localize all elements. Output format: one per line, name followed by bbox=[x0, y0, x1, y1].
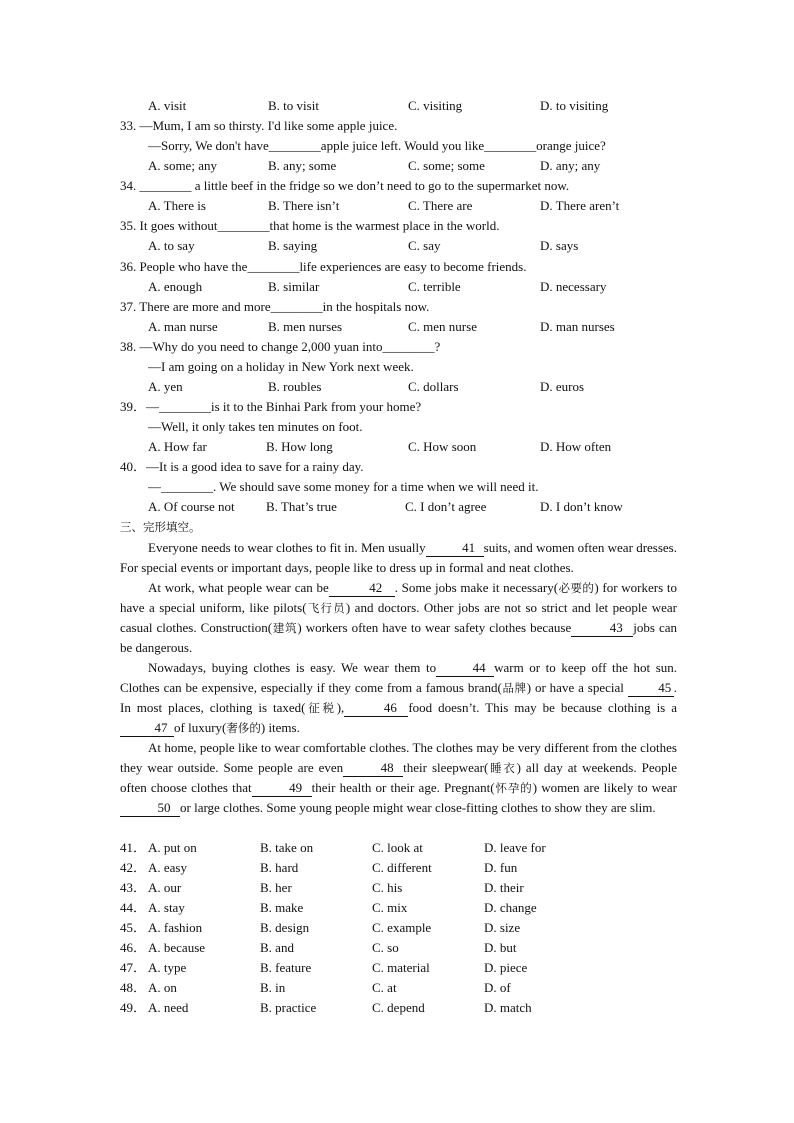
section-title bbox=[0, 517, 794, 537]
option-c: C. How soon bbox=[408, 439, 477, 454]
passage-text: ) all day at weekends. People often choose clothes that bbox=[120, 760, 677, 795]
option-c: C. terrible bbox=[408, 279, 461, 294]
option-d: D. change bbox=[484, 900, 537, 915]
passage-text: ) or have a special bbox=[526, 680, 628, 695]
option-a: A. put on bbox=[148, 840, 197, 855]
option-d: D. There aren’t bbox=[540, 198, 620, 213]
option-a: A. There is bbox=[148, 198, 206, 213]
gloss: 必要的 bbox=[558, 581, 595, 595]
option-a: A. need bbox=[148, 1000, 189, 1015]
option-a: A. easy bbox=[148, 860, 187, 875]
question-text: 34. ________ a little beef in the fridge so we don’t need to go to the supermarket now. bbox=[120, 178, 570, 193]
option-a: A. stay bbox=[148, 900, 185, 915]
cloze-option-row bbox=[0, 918, 794, 938]
option-d: D. How often bbox=[540, 439, 612, 454]
passage-text: ) items. bbox=[260, 720, 300, 735]
passage-text: or large clothes. Some young people might wear close-fitting clothes to show they are slim. bbox=[180, 800, 656, 815]
question-text: —I am going on a holiday in New York next week. bbox=[148, 359, 414, 374]
item-number: 43． bbox=[120, 880, 147, 895]
item-number: 44． bbox=[120, 900, 147, 915]
option-b: B. How long bbox=[266, 439, 333, 454]
option-a: A. enough bbox=[148, 279, 203, 294]
passage-text: . Some jobs make it necessary( bbox=[394, 580, 559, 595]
option-a: A. type bbox=[148, 960, 187, 975]
option-b: B. take on bbox=[260, 840, 314, 855]
option-d: D. of bbox=[484, 980, 511, 995]
passage-text: ) workers often have to wear safety clothes because bbox=[297, 620, 572, 635]
gloss: 品牌 bbox=[501, 681, 527, 695]
blank-42: 42 bbox=[329, 580, 395, 597]
question-options bbox=[0, 277, 794, 297]
option-c: C. so bbox=[372, 940, 399, 955]
gloss: 怀孕的 bbox=[494, 781, 533, 795]
question-stem bbox=[0, 116, 794, 136]
option-a: A. man nurse bbox=[148, 319, 218, 334]
question-options bbox=[0, 236, 794, 256]
passage-text: At work, what people wear can be bbox=[148, 580, 329, 595]
passage-text: ) and doctors. Other jobs are not so strict and let people wear casual clothes. Construction( bbox=[120, 600, 677, 635]
cloze-option-row bbox=[0, 998, 794, 1018]
cloze-option-row bbox=[0, 878, 794, 898]
question-stem bbox=[0, 417, 794, 437]
option-b: B. practice bbox=[260, 1000, 317, 1015]
option-d: D. but bbox=[484, 940, 517, 955]
option-c: C. There are bbox=[408, 198, 473, 213]
option-c: C. say bbox=[408, 238, 441, 253]
passage-text: ) for workers to have a special uniform, like pilots( bbox=[120, 580, 677, 615]
option-b: B. and bbox=[260, 940, 294, 955]
question-text: —________. We should save some money for a time when we will need it. bbox=[148, 479, 539, 494]
question-text: 38. —Why do you need to change 2,000 yuan into________? bbox=[120, 339, 441, 354]
question-stem bbox=[0, 297, 794, 317]
gloss: 睡衣 bbox=[488, 761, 517, 775]
passage-paragraph-2 bbox=[120, 578, 677, 658]
option-a: A. visit bbox=[148, 98, 187, 113]
question-text: 35. It goes without________that home is the warmest place in the world. bbox=[120, 218, 500, 233]
option-b: B. feature bbox=[260, 960, 312, 975]
option-b: B. design bbox=[260, 920, 310, 935]
option-c: C. his bbox=[372, 880, 403, 895]
passage-text: ) women are likely to wear bbox=[532, 780, 677, 795]
option-c: C. example bbox=[372, 920, 432, 935]
option-d: D. leave for bbox=[484, 840, 546, 855]
option-b: B. in bbox=[260, 980, 286, 995]
option-d: D. says bbox=[540, 238, 579, 253]
cloze-passage bbox=[120, 538, 677, 818]
passage-text: food doesn’t. This may be because clothing is a bbox=[408, 700, 677, 715]
option-b: B. to visit bbox=[268, 98, 319, 113]
question-stem bbox=[0, 337, 794, 357]
option-a: A. Of course not bbox=[148, 499, 235, 514]
blank-45: 45 bbox=[628, 680, 674, 697]
option-d: D. size bbox=[484, 920, 521, 935]
question-options bbox=[0, 196, 794, 216]
blank-43: 43 bbox=[571, 620, 633, 637]
option-d: D. match bbox=[484, 1000, 532, 1015]
cloze-option-row bbox=[0, 978, 794, 998]
question-text: 37. There are more and more________in the hospitals now. bbox=[120, 299, 430, 314]
cloze-option-row bbox=[0, 938, 794, 958]
passage-text: their sleepwear( bbox=[403, 760, 489, 775]
passage-text: Nowadays, buying clothes is easy. We wear them to bbox=[148, 660, 437, 675]
option-d: D. necessary bbox=[540, 279, 607, 294]
item-number: 41． bbox=[120, 840, 147, 855]
option-d: D. any; any bbox=[540, 158, 601, 173]
passage-text: of luxury( bbox=[174, 720, 227, 735]
gloss: 飞行员 bbox=[306, 601, 346, 615]
question-stem bbox=[0, 397, 794, 417]
option-b: B. any; some bbox=[268, 158, 337, 173]
question-stem bbox=[0, 136, 794, 156]
passage-text: warm or to keep off the hot sun. Clothes can be expensive, especially if they come from a famous brand( bbox=[120, 660, 677, 695]
option-c: C. men nurse bbox=[408, 319, 477, 334]
option-d: D. I don’t know bbox=[540, 499, 623, 514]
passage-paragraph-1 bbox=[120, 538, 677, 578]
option-b: B. hard bbox=[260, 860, 299, 875]
option-b: B. make bbox=[260, 900, 304, 915]
blank-41: 41 bbox=[426, 540, 484, 557]
passage-paragraph-4 bbox=[120, 738, 677, 818]
item-number: 46． bbox=[120, 940, 147, 955]
option-a: A. some; any bbox=[148, 158, 217, 173]
passage-text: . In most places, clothing is taxed( bbox=[120, 680, 678, 715]
option-a: A. our bbox=[148, 880, 182, 895]
question-text: —Well, it only takes ten minutes on foot. bbox=[148, 419, 363, 434]
blank-44: 44 bbox=[436, 660, 494, 677]
option-c: C. dollars bbox=[408, 379, 459, 394]
item-number: 47． bbox=[120, 960, 147, 975]
option-c: C. mix bbox=[372, 900, 408, 915]
section-title-text: 三、完形填空。 bbox=[120, 520, 201, 534]
question-options bbox=[0, 497, 794, 517]
question-options bbox=[0, 317, 794, 337]
option-d: D. man nurses bbox=[540, 319, 615, 334]
passage-paragraph-3 bbox=[120, 658, 677, 738]
option-c: C. material bbox=[372, 960, 430, 975]
passage-text: suits, and women often wear dresses. For special events or important days, people like to dress up in formal and neat clothes. bbox=[120, 540, 677, 575]
question-text: 39．—________is it to the Binhai Park from your home? bbox=[120, 399, 422, 414]
option-d: D. their bbox=[484, 880, 524, 895]
question-stem bbox=[0, 457, 794, 477]
question-stem bbox=[0, 216, 794, 236]
option-a: A. because bbox=[148, 940, 206, 955]
option-b: B. saying bbox=[268, 238, 318, 253]
option-b: B. roubles bbox=[268, 379, 322, 394]
option-c: C. some; some bbox=[408, 158, 485, 173]
option-b: B. men nurses bbox=[268, 319, 343, 334]
question-options bbox=[0, 437, 794, 457]
option-b: B. There isn’t bbox=[268, 198, 340, 213]
blank-47: 47 bbox=[120, 720, 174, 737]
gloss: 奢侈的 bbox=[226, 721, 261, 735]
question-options bbox=[0, 156, 794, 176]
option-d: D. euros bbox=[540, 379, 585, 394]
option-a: A. fashion bbox=[148, 920, 203, 935]
option-b: B. That’s true bbox=[266, 499, 337, 514]
question-stem bbox=[0, 477, 794, 497]
option-c: C. depend bbox=[372, 1000, 425, 1015]
question-text: 36. People who have the________life experiences are easy to become friends. bbox=[120, 259, 527, 274]
option-d: D. piece bbox=[484, 960, 528, 975]
question-options bbox=[0, 377, 794, 397]
passage-text: Everyone needs to wear clothes to fit in. Men usually bbox=[148, 540, 426, 555]
question-text: 33. —Mum, I am so thirsty. I'd like some apple juice. bbox=[120, 118, 398, 133]
gloss: 征税 bbox=[305, 701, 337, 715]
option-c: C. I don’t agree bbox=[405, 499, 487, 514]
passage-text: ), bbox=[336, 700, 345, 715]
option-d: D. to visiting bbox=[540, 98, 609, 113]
q32-options bbox=[0, 96, 794, 116]
blank-46: 46 bbox=[344, 700, 408, 717]
option-b: B. similar bbox=[268, 279, 320, 294]
cloze-option-row bbox=[0, 838, 794, 858]
question-stem bbox=[0, 357, 794, 377]
option-a: A. to say bbox=[148, 238, 195, 253]
option-b: B. her bbox=[260, 880, 292, 895]
cloze-option-row bbox=[0, 898, 794, 918]
option-c: C. look at bbox=[372, 840, 423, 855]
option-a: A. How far bbox=[148, 439, 207, 454]
option-c: C. different bbox=[372, 860, 432, 875]
option-c: C. visiting bbox=[408, 98, 463, 113]
item-number: 45． bbox=[120, 920, 147, 935]
question-text: —Sorry, We don't have________apple juice left. Would you like________orange juice? bbox=[148, 138, 606, 153]
item-number: 49． bbox=[120, 1000, 147, 1015]
question-stem bbox=[0, 257, 794, 277]
item-number: 48． bbox=[120, 980, 147, 995]
option-a: A. yen bbox=[148, 379, 183, 394]
question-stem bbox=[0, 176, 794, 196]
passage-text: jobs can be dangerous. bbox=[120, 620, 678, 655]
blank-48: 48 bbox=[343, 760, 403, 777]
cloze-option-row bbox=[0, 958, 794, 978]
passage-text: At home, people like to wear comfortable clothes. The clothes may be very different from the clothes they wear outside. Some people are even bbox=[120, 740, 677, 775]
question-text: 40．—It is a good idea to save for a rainy day. bbox=[120, 459, 364, 474]
item-number: 42． bbox=[120, 860, 147, 875]
cloze-option-row bbox=[0, 858, 794, 878]
passage-text: their health or their age. Pregnant( bbox=[311, 780, 495, 795]
blank-50: 50 bbox=[120, 800, 180, 817]
option-d: D. fun bbox=[484, 860, 518, 875]
option-a: A. on bbox=[148, 980, 177, 995]
blank-49: 49 bbox=[252, 780, 312, 797]
gloss: 建筑 bbox=[272, 621, 298, 635]
option-c: C. at bbox=[372, 980, 397, 995]
